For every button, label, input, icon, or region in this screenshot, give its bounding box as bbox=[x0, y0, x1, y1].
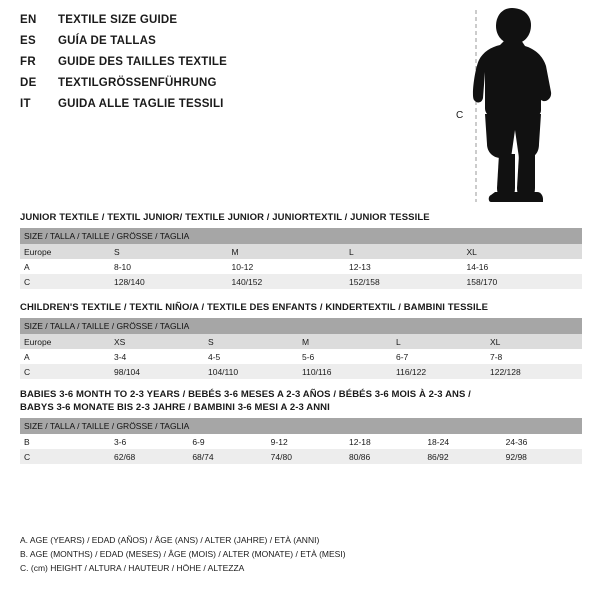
junior-row-a-s: 8-10 bbox=[114, 261, 132, 272]
junior-table-subheader-row bbox=[20, 228, 582, 244]
language-row-it bbox=[20, 98, 440, 119]
children-row-c-xs: 98/104 bbox=[114, 366, 140, 377]
children-col-xl: XL bbox=[490, 336, 501, 347]
babies-row-c-v1: 62/68 bbox=[114, 451, 136, 462]
babies-section-title-line2: BABYS 3-6 MONATE BIS 2-3 JAHRE / BAMBINI 3-6 MESI A 2-3 ANNI bbox=[20, 401, 330, 413]
children-section-title: CHILDREN'S TEXTILE / TEXTIL NIÑO/A / TEXTILE DES ENFANTS / KINDERTEXTIL / BAMBINI TESSILE bbox=[20, 302, 489, 313]
legend bbox=[20, 533, 580, 575]
junior-table-column-row bbox=[20, 244, 582, 259]
babies-row-b-v3: 9-12 bbox=[270, 436, 288, 447]
junior-col-m: M bbox=[231, 246, 239, 257]
junior-row-a-xl: 14-16 bbox=[466, 261, 489, 272]
measurement-figure bbox=[455, 6, 585, 206]
babies-row-c-v2: 68/74 bbox=[192, 451, 214, 462]
babies-section-title-line1: BABIES 3-6 MONTH TO 2-3 YEARS / BEBÉS 3-6 MESES A 2-3 AÑOS / BÉBÉS 3-6 MOIS À 2-3 ANS / bbox=[20, 389, 471, 400]
junior-row-c-m: 140/152 bbox=[231, 276, 263, 287]
section-spacer bbox=[20, 289, 582, 302]
table-row bbox=[20, 434, 582, 449]
children-row-a-label: A bbox=[24, 351, 30, 362]
language-title-fr: GUIDE DES TAILLES TEXTILE bbox=[58, 56, 227, 68]
language-title-en: TEXTILE SIZE GUIDE bbox=[58, 14, 178, 26]
junior-col-xl: XL bbox=[466, 246, 477, 257]
babies-section-title bbox=[20, 389, 582, 414]
children-table-subheader-row bbox=[20, 318, 582, 334]
children-col-xs: XS bbox=[114, 336, 126, 347]
children-table-subheader: SIZE / TALLA / TAILLE / GRÖSSE / TAGLIA bbox=[24, 321, 190, 331]
children-section bbox=[20, 302, 582, 379]
size-tables bbox=[20, 212, 582, 464]
junior-section bbox=[20, 212, 582, 289]
legend-line-b: B. AGE (MONTHS) / EDAD (MESES) / ÂGE (MOIS) / ALTER (MONATE) / ETÀ (MESI) bbox=[20, 549, 346, 559]
table-row bbox=[20, 259, 582, 274]
babies-table-subheader: SIZE / TALLA / TAILLE / GRÖSSE / TAGLIA bbox=[24, 421, 190, 431]
babies-row-b-v2: 6-9 bbox=[192, 436, 205, 447]
babies-table bbox=[20, 418, 582, 464]
babies-row-c-label: C bbox=[24, 451, 31, 462]
children-col-l: L bbox=[396, 336, 401, 347]
legend-line-a: A. AGE (YEARS) / EDAD (AÑOS) / ÂGE (ANS) / ALTER (JAHRE) / ETÀ (ANNI) bbox=[20, 535, 320, 545]
babies-section bbox=[20, 389, 582, 464]
legend-line-c: C. (cm) HEIGHT / ALTURA / HAUTEUR / HÖHE / ALTEZZA bbox=[20, 563, 245, 573]
junior-row-a-label: A bbox=[24, 261, 30, 272]
babies-row-b-v6: 24-36 bbox=[505, 436, 528, 447]
section-spacer bbox=[20, 379, 582, 389]
language-row-de bbox=[20, 77, 440, 98]
table-row bbox=[20, 349, 582, 364]
junior-row-c-l: 152/158 bbox=[349, 276, 380, 287]
babies-row-b-v4: 12-18 bbox=[348, 436, 371, 447]
language-title-de: TEXTILGRÖSSENFÜHRUNG bbox=[58, 77, 217, 89]
junior-table bbox=[20, 228, 582, 289]
children-col-europe: Europe bbox=[24, 336, 52, 347]
language-title-es: GUÍA DE TALLAS bbox=[58, 35, 156, 47]
language-code-es: ES bbox=[20, 35, 36, 47]
babies-row-c-v6: 92/98 bbox=[505, 451, 527, 462]
children-table bbox=[20, 318, 582, 379]
junior-section-title: JUNIOR TEXTILE / TEXTIL JUNIOR/ TEXTILE JUNIOR / JUNIORTEXTIL / JUNIOR TESSILE bbox=[20, 212, 430, 223]
table-row bbox=[20, 449, 582, 464]
babies-row-b-v5: 18-24 bbox=[427, 436, 450, 447]
junior-row-a-m: 10-12 bbox=[231, 261, 254, 272]
junior-col-s: S bbox=[114, 246, 120, 257]
language-code-fr: FR bbox=[20, 56, 36, 68]
junior-row-a-l: 12-13 bbox=[349, 261, 371, 272]
language-row-fr bbox=[20, 56, 440, 77]
language-header bbox=[20, 14, 440, 119]
language-row-es bbox=[20, 35, 440, 56]
height-measure-label: C bbox=[456, 110, 464, 121]
babies-row-c-v5: 86/92 bbox=[427, 451, 449, 462]
junior-row-c-s: 128/140 bbox=[114, 276, 145, 287]
language-title-it: GUIDA ALLE TAGLIE TESSILI bbox=[58, 98, 224, 110]
babies-row-b-v1: 3-6 bbox=[114, 436, 127, 447]
language-code-de: DE bbox=[20, 77, 37, 89]
babies-row-c-v4: 80/86 bbox=[348, 451, 371, 462]
children-row-c-xl: 122/128 bbox=[490, 366, 521, 377]
children-row-c-m: 110/116 bbox=[302, 366, 332, 377]
table-row bbox=[20, 364, 582, 379]
children-col-m: M bbox=[302, 336, 310, 347]
toddler-silhouette-icon bbox=[455, 6, 585, 206]
language-code-it: IT bbox=[20, 98, 31, 110]
junior-table-subheader: SIZE / TALLA / TAILLE / GRÖSSE / TAGLIA bbox=[24, 231, 190, 241]
babies-table-subheader-row bbox=[20, 418, 582, 434]
babies-row-b-label: B bbox=[24, 436, 30, 447]
children-row-c-l: 116/122 bbox=[396, 366, 427, 377]
language-code-en: EN bbox=[20, 14, 37, 26]
junior-row-c-label: C bbox=[24, 276, 31, 287]
children-row-a-xl: 7-8 bbox=[490, 351, 503, 362]
table-row bbox=[20, 274, 582, 289]
children-row-a-m: 5-6 bbox=[302, 351, 315, 362]
junior-row-c-xl: 158/170 bbox=[466, 276, 498, 287]
children-row-a-s: 4-5 bbox=[208, 351, 221, 362]
junior-col-europe: Europe bbox=[24, 246, 52, 257]
children-row-a-xs: 3-4 bbox=[114, 351, 127, 362]
children-row-a-l: 6-7 bbox=[396, 351, 409, 362]
children-row-c-s: 104/110 bbox=[208, 366, 239, 377]
children-col-s: S bbox=[208, 336, 214, 347]
language-row-en bbox=[20, 14, 440, 35]
babies-row-c-v3: 74/80 bbox=[270, 451, 292, 462]
children-row-c-label: C bbox=[24, 366, 31, 377]
junior-col-l: L bbox=[349, 246, 354, 257]
children-table-column-row bbox=[20, 334, 582, 349]
